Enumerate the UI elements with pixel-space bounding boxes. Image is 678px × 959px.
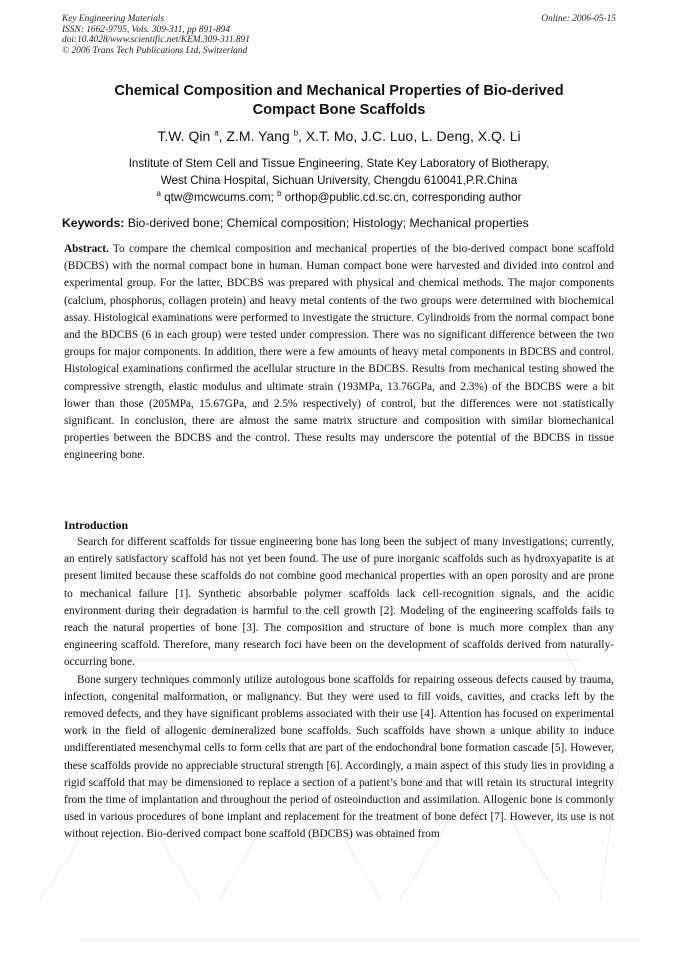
- author-qin-mark: a: [214, 128, 219, 138]
- author-list: [62, 127, 616, 145]
- introduction-paragraph-2: Bone surgery techniques commonly utilize autologous bone scaffolds for repairing osseous defects caused by trauma, infection, congenital malformation, or malignancy. But they were used to fill voids, cavities, and cracks left by the removed defects, and they have significant problems associated with their use [4]. Attention has focused on experimental work in the field of allogenic demineralized bone scaffolds. Such scaffolds have shown a unique ability to induce undifferentiated mesenchymal cells to form cells that are part of the endochondral bone formation cascade [5]. However, these scaffolds provide no appreciable structural strength [6]. Accordingly, a main aspect of this study lies in providing a rigid scaffold that may be dimensioned to replace a section of a patient’s bone and that will retain its structural integrity from the time of implantation and throughout the period of osteoinduction and assimilation. Allogenic bone is commonly used in various procedures of bone implant and replacement for the treatment of bone defect [7]. However, its use is not without rejection. Bio-derived compact bone scaffold (BDCBS) was obtained from: [64, 673, 614, 841]
- abstract-label: Abstract.: [64, 243, 109, 255]
- author-yang: , Z.M. Yang: [218, 128, 294, 144]
- title-line-1: Chemical Composition and Mechanical Properties of Bio-derived: [114, 83, 564, 99]
- introduction-heading: Introduction: [64, 518, 129, 532]
- abstract-text: To compare the chemical composition and mechanical properties of the bio-derived compact bone scaffold (BDCBS) with the normal compact bone in human. Human compact bone were harvested and divided into control and experimental group. For the latter, BDCBS was prepared with physical and chemical methods. The major components (calcium, phosphorus, collagen protein) and heavy metal contents of the two groups were determined with biochemical assay. Histological examinations were performed to investigate the structure. Cylindroids from the normal compact bone and the BDCBS (6 in each group) were tested under compression. There was no significant difference between the two groups for major components. In addition, there were a few amounts of heavy metal components in BDCBS and control. Histological examinations confirmed the acellular structure in the BDCBS. Results from mechanical testing showed the compressive strength, elastic modulus and ultimate strain (193MPa, 13.76GPa, and 2.3%) of the BDCBS were a bit lower than those (205MPa, 15.67GPa, and 2.5% respectively) of control, but the differences were not statistically significant. In conclusion, there are almost the same matrix structure and composition with similar biomechanical properties between the BDCBS and the control. These results may underscore the potential of the BDCBS in tissue engineering bone.: [64, 243, 614, 462]
- keywords-text: Bio-derived bone; Chemical composition; Histology; Mechanical properties: [124, 216, 529, 230]
- online-date: Online: 2006-05-15: [541, 14, 616, 24]
- email-a: qtw@mcwcums.com;: [160, 191, 278, 204]
- keywords: [62, 215, 622, 231]
- journal-name: Key Engineering Materials: [62, 14, 165, 24]
- author-yang-mark: b: [293, 128, 299, 138]
- issn-line: ISSN: 1662-9795, Vols. 309-311, pp 891-894: [62, 24, 231, 35]
- email-b: orthop@public.cd.sc.cn, corresponding author: [281, 191, 522, 204]
- journal-header: [62, 14, 616, 56]
- keywords-label: Keywords:: [62, 216, 125, 230]
- introduction-paragraph-1: Search for different scaffolds for tissue engineering bone has long been the subject of many investigations; currently, an entirely satisfactory scaffold has not yet been found. The use of pure inorganic scaffolds such as hydroxyapatite is at present limited because these scaffolds do not combine good mechanical properties with an open porosity and are prone to mechanical failure [1]. Synthetic absorbable polymer scaffolds lack cell-recognition signals, and the acidic environment during their degradation is harmful to the cell growth [2]. Modeling of the engineering scaffolds fails to reach the natural properties of bone [3]. The composition and structure of bone is much more complex than any engineering scaffold. Therefore, many research foci have been on the development of scaffolds derived from naturally-occurring bone.: [64, 536, 614, 669]
- title-line-2: Compact Bone Scaffolds: [252, 102, 426, 118]
- email-line: [62, 189, 616, 206]
- affiliation-line-1: Institute of Stem Cell and Tissue Engineering, State Key Laboratory of Biotherapy,: [128, 157, 550, 170]
- doi-line: doi:10.4028/www.scientific.net/KEM.309-311.891: [62, 35, 250, 46]
- paper-title: [62, 82, 616, 120]
- email-b-mark: b: [277, 189, 282, 199]
- affiliation: [62, 155, 616, 206]
- author-qin: T.W. Qin: [157, 128, 215, 144]
- abstract: [64, 241, 614, 465]
- introduction-body: [64, 534, 614, 844]
- copyright-line: © 2006 Trans Tech Publications Ltd, Switzerland: [62, 45, 248, 56]
- email-a-mark: a: [156, 189, 161, 199]
- affiliation-line-2: West China Hospital, Sichuan University, Chengdu 610041,P.R.China: [160, 174, 518, 187]
- author-others: , X.T. Mo, J.C. Luo, L. Deng, X.Q. Li: [298, 128, 521, 144]
